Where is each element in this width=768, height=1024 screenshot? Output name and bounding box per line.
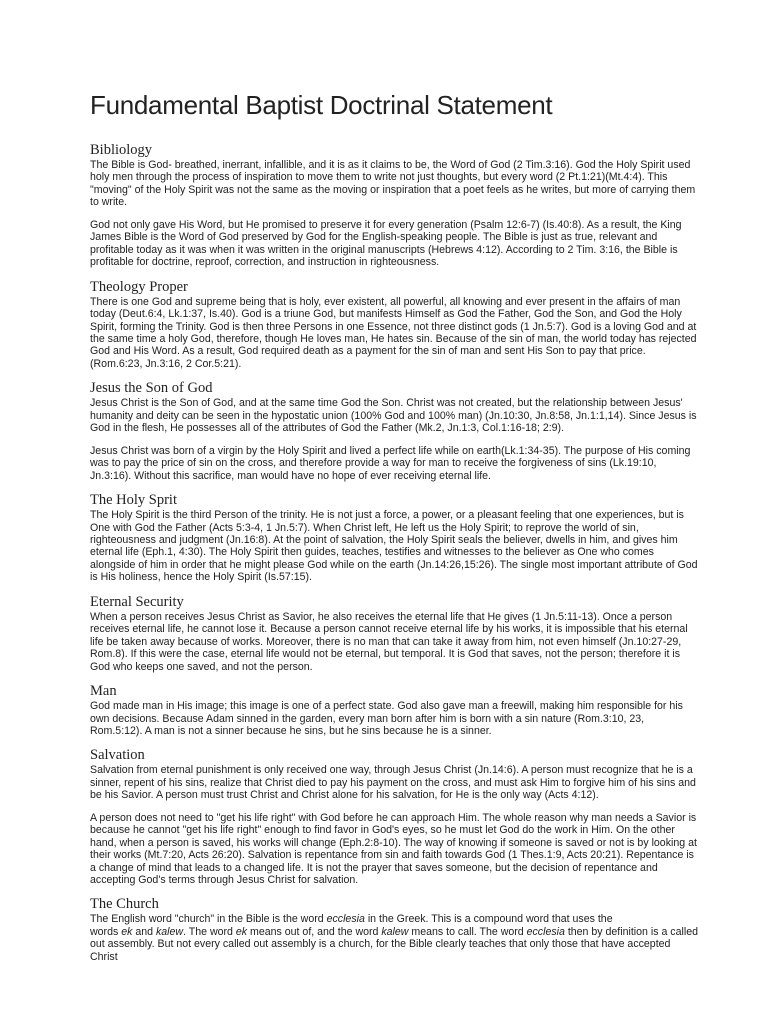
section-theology-proper xyxy=(90,279,698,371)
text-run: words xyxy=(90,925,122,938)
section-heading: Man xyxy=(90,683,117,700)
section-man xyxy=(90,683,698,737)
term-kalew: kalew xyxy=(381,925,409,938)
section-heading: Salvation xyxy=(90,747,145,764)
term-ecclesia: ecclesia xyxy=(526,925,565,938)
text-run: in the Greek. This is a compound word that uses the xyxy=(364,913,613,926)
section-heading: Theology Proper xyxy=(90,278,188,295)
section-heading: Eternal Security xyxy=(90,593,184,610)
paragraph xyxy=(90,913,698,963)
text-run: then by definition is a called out assembly. But not every called out assembly is a church, for the Bible clearly teaches that only those that have accepted Christ xyxy=(90,925,698,963)
section-heading: The Holy Sprit xyxy=(90,492,177,509)
paragraph: When a person receives Jesus Christ as Savior, he also receives the eternal life that He gives (1 Jn.5:11-13). Once a person receives eternal life, he cannot lose it. Because a person cannot receive eternal life by his works, it is impossible that his eternal life be taken away because of works. Moreover, there is no man that can take it away from him, not even himself (Jn.10:27-29, Rom.8). If this were the case, eternal life would not be eternal, but temporal. It is God that saves, not the person; therefore it is God who keeps one saved, and not the person. xyxy=(90,610,688,673)
text-run: means out of, and the word xyxy=(247,925,382,938)
section-heading: Bibliology xyxy=(90,142,153,158)
paragraph: The Holy Spirit is the third Person of the trinity. He is not just a force, a power, or a pleasant feeling that one experiences, but is One with God the Father (Acts 5:3-4, 1 Jn.5:7). When Christ left, He left us the Holy Spirit; to reprove the world of sin, righteousness and judgment (Jn.16:8). At the point of salvation, the Holy Spirit seals the believer, dwells in him, and gives him eternal life (Eph.1, 4:30). The Holy Spirit then guides, teaches, testifies and witnesses to the believer as One who comes alongside of him in order that he might please God while on the earth (Jn.14:26,15:26). The single most important attribute of God is His holiness, hence the Holy Spirit (Is.57:15). xyxy=(90,509,698,584)
paragraph: Jesus Christ was born of a virgin by the Holy Spirit and lived a perfect life while on earth(Lk.1:34-35). The purpose of His coming was to pay the price of sin on the cross, and therefore provide a way for man to receive the forgiveness of sins (Lk.19:10, Jn.3:16). Without this sacrifice, man would have no hope of ever receiving eternal life. xyxy=(90,444,691,482)
text-run: and xyxy=(132,925,156,938)
term-ecclesia: ecclesia xyxy=(326,913,365,926)
section-bibliology xyxy=(90,142,698,269)
term-ek: ek xyxy=(121,925,133,938)
paragraph: God not only gave His Word, but He promised to preserve it for every generation (Psalm 12:6-7) (Is.40:8). As a result, the King James Bible is the Word of God preserved by God for the English-speaking people. The Bible is just as true, relevant and profitable today as it was when it was written in the original manuscripts (Hebrews 4:12). According to 2 Tim. 3:16, the Bible is profitable for doctrine, reproof, correction, and instruction in righteousness. xyxy=(90,218,682,269)
paragraph: There is one God and supreme being that is holy, ever existent, all powerful, all knowing and ever present in the affairs of man today (Deut.6:4, Lk.1:37, Is.40). God is a triune God, but manifests Himself as God the Father, God the Son, and God the Holy Spirit, forming the Trinity. God is then three Persons in one Essence, not three distinct gods (1 Jn.5:7). God is a loving God and at the same time a holy God, therefore, though He loves man, He hates sin. Because of the sin of man, the world today has rejected God and His Word. As a result, God required death as a payment for the sin of man and sent His Son to pay that price. (Rom.6:23, Jn.3:16, 2 Cor.5:21). xyxy=(90,295,697,370)
section-eternal-security xyxy=(90,594,698,673)
text-run: . The word xyxy=(183,925,236,938)
paragraph: Salvation from eternal punishment is only received one way, through Jesus Christ (Jn.14:6). A person must recognize that he is a sinner, repent of his sins, realize that Christ died to pay his payment on the cross, and must ask Him to forgive him of his sins and be his Savior. A person must trust Christ and Christ alone for his salvation, for He is the only way (Acts 4:12). xyxy=(90,764,696,802)
term-ek: ek xyxy=(235,925,248,938)
paragraph: Jesus Christ is the Son of God, and at the same time God the Son. Christ was not created, but the relationship between Jesus' humanity and deity can be seen in the hypostatic union (100% God and 100% man) (Jn.10:30, Jn.8:58, Jn.1:1,14). Since Jesus is God in the flesh, He possesses all of the attributes of God the Father (Mk.2, Jn.1:3, Col.1:16-18; 2:9). xyxy=(90,397,697,435)
page-title: Fundamental Baptist Doctrinal Statement xyxy=(90,90,553,120)
paragraph: God made man in His image; this image is one of a perfect state. God also gave man a freewill, making him responsible for his own decisions. Because Adam sinned in the garden, every man born after him is born with a sin nature (Rom.3:10, 23, Rom.5:12). A man is not a sinner because he sins, but he sins because he is a sinner. xyxy=(90,700,683,737)
section-salvation xyxy=(90,747,698,886)
section-heading: Jesus the Son of God xyxy=(90,380,213,397)
section-holy-spirit xyxy=(90,492,698,584)
term-kalew: kalew xyxy=(155,925,184,938)
section-the-church xyxy=(90,896,698,963)
text-run: The English word "church" in the Bible is the word xyxy=(90,913,327,926)
text-run: means to call. The word xyxy=(408,925,527,938)
section-jesus-son-of-god xyxy=(90,380,698,482)
section-heading: The Church xyxy=(90,896,159,913)
paragraph: The Bible is God- breathed, inerrant, infallible, and it is as it claims to be, the Word of God (2 Tim.3:16). God the Holy Spirit used holy men through the process of inspiration to move them to write not just thoughts, but every word (2 Pt.1:21)(Mt.4:4). This "moving" of the Holy Spirit was not the same as the moving or inspiration that a poet feels as he writes, but more of carrying them to write. xyxy=(90,159,696,209)
paragraph: A person does not need to "get his life right" with God before he can approach Him. The whole reason why man needs a Savior is because he cannot "get his life right" enough to find favor in God's eyes, so he must let God do the work in Him. On the other hand, when a person is saved, his works will change (Eph.2:8-10). The way of knowing if someone is saved or not is by looking at their works (Mt.7:20, Acts 26:20). Salvation is repentance from sin and faith towards God (1 Thes.1:9, Acts 20:21). Repentance is a change of mind that leads to a changed life. It is not the prayer that saves someone, but the decision of repentance and accepting God's terms through Jesus Christ for salvation. xyxy=(90,811,697,887)
